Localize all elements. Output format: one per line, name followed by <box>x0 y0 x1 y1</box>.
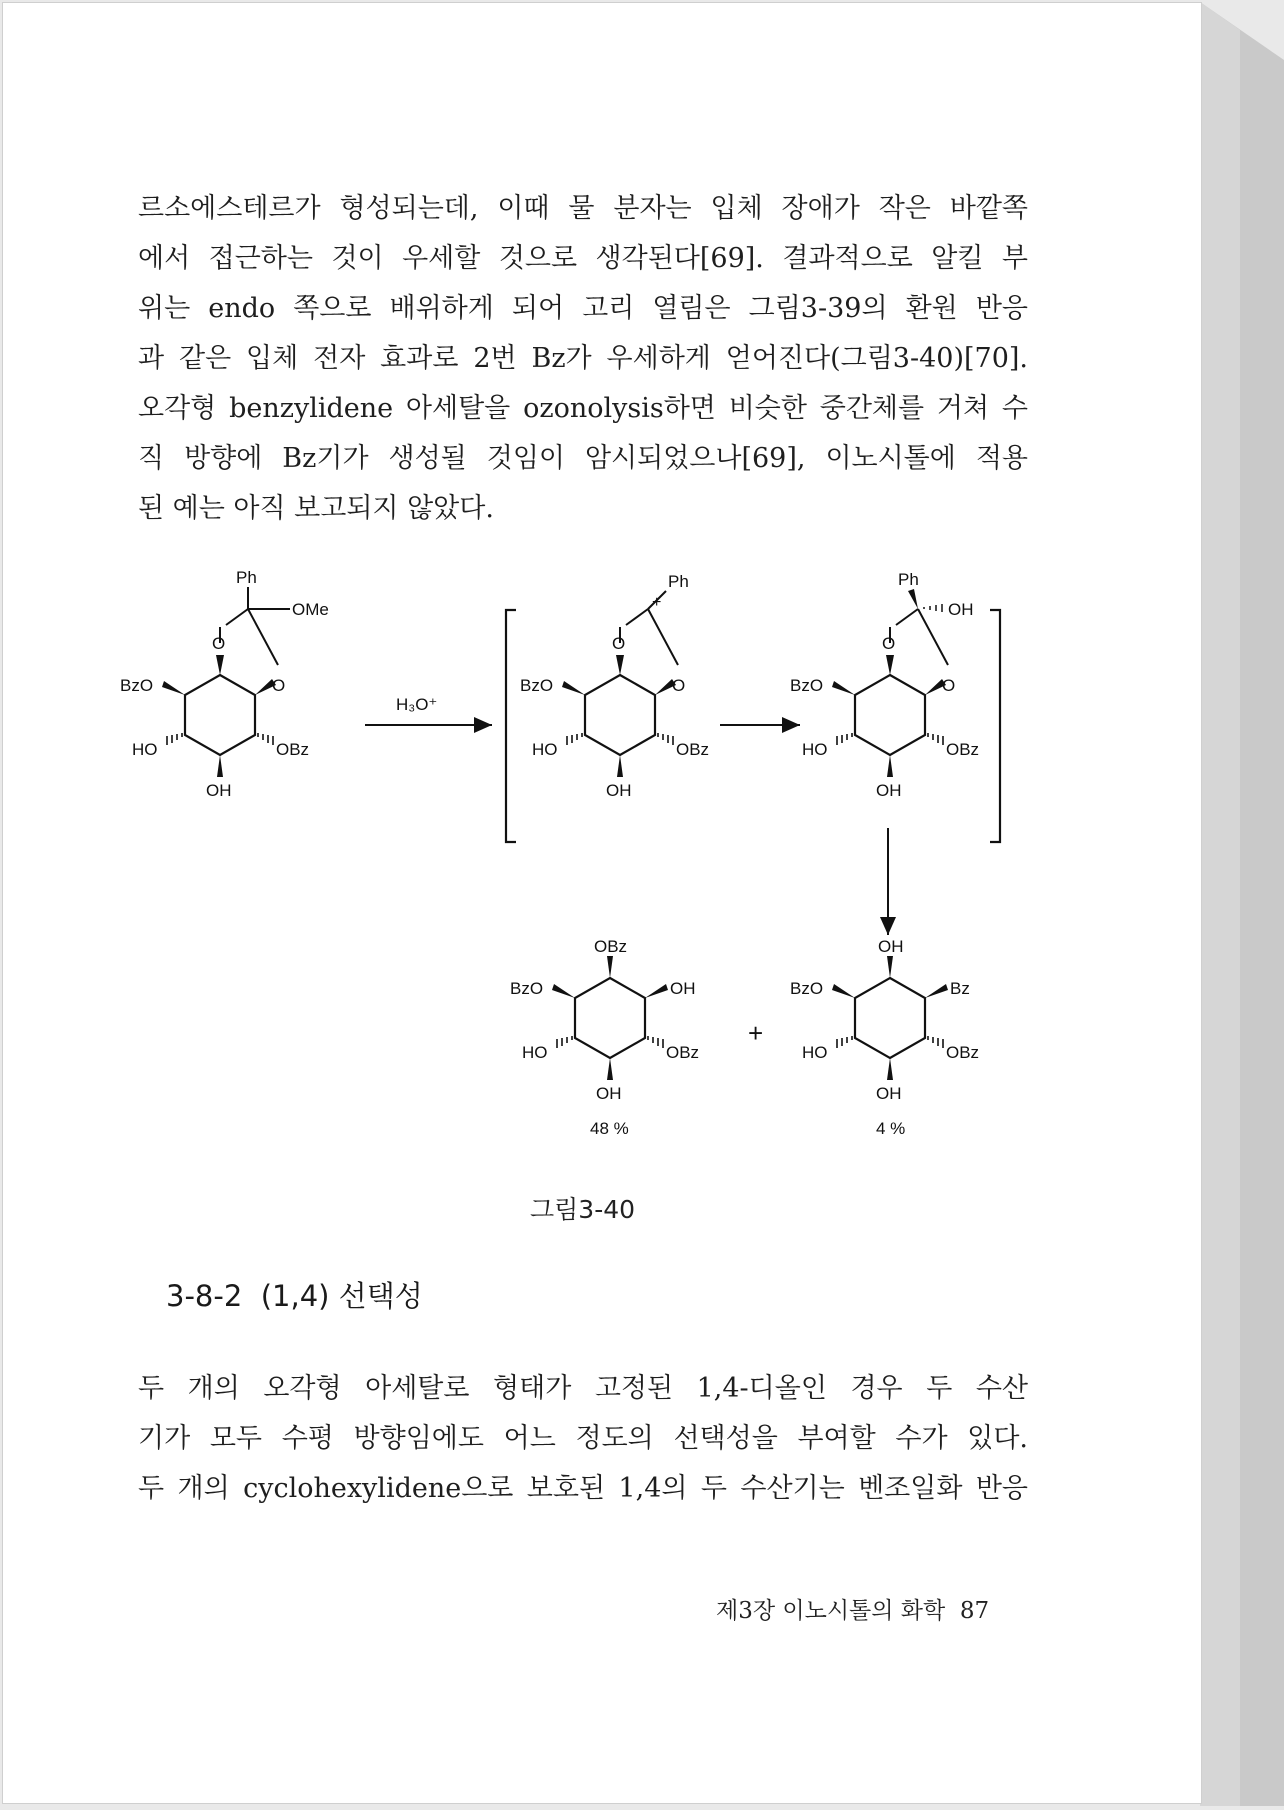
text-line: 두 개의 cyclohexylidene으로 보호된 1,4의 두 수산기는 벤조일화 반응 <box>138 1473 1028 1504</box>
svg-text:BzO: BzO <box>520 676 554 695</box>
orthoester-molecule <box>120 568 329 800</box>
svg-text:HO: HO <box>802 740 828 759</box>
svg-text:OH: OH <box>876 781 902 800</box>
svg-text:OBz: OBz <box>946 740 980 759</box>
product-minor <box>790 937 979 1138</box>
hemiorthoester-intermediate <box>790 570 979 800</box>
svg-text:OH: OH <box>876 1084 902 1103</box>
chapter-title: 제3장 이노시톨의 화학 <box>716 1598 946 1624</box>
svg-text:OH: OH <box>596 1084 622 1103</box>
svg-text:HO: HO <box>132 740 158 759</box>
svg-text:OBz: OBz <box>594 937 628 956</box>
text-line: 르소에스테르가 형성되는데, 이때 물 분자는 입체 장애가 작은 바깥쪽 <box>138 193 1028 224</box>
reaction-scheme <box>110 568 1030 1180</box>
text-line: 된 예는 아직 보고되지 않았다. <box>138 493 494 524</box>
svg-text:Bz: Bz <box>950 979 970 998</box>
svg-text:OBz: OBz <box>946 1043 980 1062</box>
svg-text:Ph: Ph <box>898 570 919 589</box>
svg-text:O: O <box>882 634 896 653</box>
text-line: 기가 모두 수평 방향임에도 어느 정도의 선택성을 부여할 수가 있다. <box>138 1423 1028 1454</box>
svg-text:HO: HO <box>522 1043 548 1062</box>
figure-caption: 그림3-40 <box>530 1195 636 1224</box>
product-2-benzoate <box>510 937 699 1138</box>
body-paragraph-2 <box>138 1364 1028 1514</box>
svg-text:BzO: BzO <box>120 676 154 695</box>
svg-text:HO: HO <box>802 1043 828 1062</box>
ph-label: Ph <box>236 568 257 587</box>
text-line: 과 같은 입체 전자 효과로 2번 Bz가 우세하게 얻어진다(그림3-40)[70]. <box>138 343 1028 374</box>
oxocarbenium-intermediate <box>520 572 709 800</box>
page-number: 87 <box>959 1598 990 1624</box>
svg-text:O: O <box>942 676 956 695</box>
text-line: 위는 endo 쪽으로 배위하게 되어 고리 열림은 그림3-39의 환원 반응 <box>138 293 1028 324</box>
text-line: 직 방향에 Bz기가 생성될 것임이 암시되었으나[69], 이노시톨에 적용 <box>138 443 1028 474</box>
text-line: 오각형 benzylidene 아세탈을 ozonolysis하면 비슷한 중간체를 거쳐 수 <box>138 393 1029 424</box>
svg-text:O: O <box>212 634 226 653</box>
yield-label: 48 % <box>590 1119 629 1138</box>
text-line: 에서 접근하는 것이 우세할 것으로 생각된다[69]. 결과적으로 알킬 부 <box>138 243 1028 274</box>
section-heading: 3-8-2 (1,4) 선택성 <box>166 1279 423 1313</box>
svg-text:OH: OH <box>206 781 232 800</box>
plus-sign: + <box>748 1018 764 1048</box>
book-spine <box>1200 0 1284 1806</box>
svg-text:O: O <box>612 634 626 653</box>
svg-text:BzO: BzO <box>790 676 824 695</box>
body-paragraph-1 <box>138 184 1028 534</box>
svg-text:HO: HO <box>532 740 558 759</box>
page-footer <box>716 1592 989 1625</box>
svg-text:O: O <box>272 676 286 695</box>
ome-label: OMe <box>292 600 329 619</box>
reagent-label: H₃O⁺ <box>396 695 438 714</box>
svg-text:Ph: Ph <box>668 572 689 591</box>
text-line: 두 개의 오각형 아세탈로 형태가 고정된 1,4-디올인 경우 두 수산 <box>138 1373 1028 1404</box>
svg-text:+: + <box>652 594 662 611</box>
svg-text:OBz: OBz <box>676 740 710 759</box>
svg-text:OBz: OBz <box>276 740 310 759</box>
svg-text:BzO: BzO <box>790 979 824 998</box>
svg-text:OH: OH <box>878 937 904 956</box>
svg-text:BzO: BzO <box>510 979 544 998</box>
svg-text:OH: OH <box>670 979 696 998</box>
svg-text:O: O <box>672 676 686 695</box>
svg-text:OH: OH <box>606 781 632 800</box>
oh-label: OH <box>948 600 974 619</box>
yield-label: 4 % <box>876 1119 906 1138</box>
svg-text:OBz: OBz <box>666 1043 700 1062</box>
